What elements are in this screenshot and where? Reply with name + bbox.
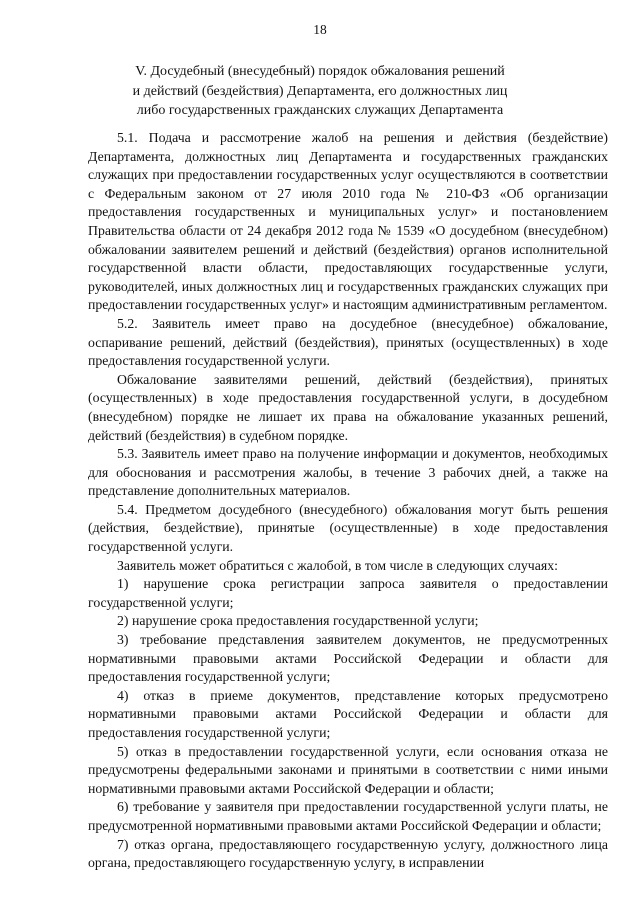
page-number: 18 <box>313 22 327 37</box>
list-item-3: 3) требование представления заявителем документов, не предусмотренных нормативными правовыми актами Российской Федерации и области для предоставления государственной услуги; <box>88 632 608 685</box>
list-item-2: 2) нарушение срока предоставления государственной услуги; <box>117 613 479 629</box>
list-item-5: 5) отказ в предоставлении государственной услуги, если основания отказа не предусмотрены федеральными законами и принятыми в соответствии с ними иными нормативными правовыми актами Российской Федерации и области; <box>88 743 608 796</box>
paragraph-5-1: 5.1. Подача и рассмотрение жалоб на решения и действия (бездействие) Департамента, должностных лиц Департамента и государственных гражданских служащих при предоставлении государственных услуг осуществляются в соответствии с Федеральным законом от 27 июля 2010 года № 210-ФЗ «Об организации предоставления государственных и муниципальных услуг» и постановлением Правительства области от 24 декабря 2012 года № 1539 «О досудебном (внесудебном) обжаловании заявителем решений и действий (бездействия) органов исполнительной государственной власти области, предоставляющих государственные услуги, руководителей, иных должностных лиц и государственных гражданских служащих при предоставлении государственных услуг» и настоящим административным регламентом. <box>88 130 608 313</box>
section-heading-line: и действий (бездействия) Департамента, его должностных лиц <box>132 83 508 99</box>
list-item-7: 7) отказ органа, предоставляющего государственную услугу, должностного лица органа, предоставляющего государственную услугу, в исправлении <box>88 836 608 871</box>
paragraph-5-4: 5.4. Предметом досудебного (внесудебного) обжалования могут быть решения (действия, бездействие), принятые (осуществленные) в ходе предоставления государственной услуги. <box>88 501 608 555</box>
list-item-1: 1) нарушение срока регистрации запроса заявителя о предоставлении государственной услуги; <box>88 576 608 610</box>
section-heading <box>60 62 580 121</box>
paragraph-5-2: 5.2. Заявитель имеет право на досудебное (внесудебное) обжалование, оспаривание решений, действий (бездействия), принятых (осуществленных) в ходе предоставления государственной услуги. <box>88 315 608 369</box>
list-item-4: 4) отказ в приеме документов, представление которых предусмотрено нормативными правовыми актами Российской Федерации и области для предоставления государственной услуги; <box>88 687 608 740</box>
paragraph-appeal-rights: Обжалование заявителями решений, действий (бездействия), принятых (осуществленных) в ходе предоставления государственной услуги, в досудебном (внесудебном) порядке не лишает их права на обжалование указанных решений, действий (бездействия) в судебном порядке. <box>88 371 608 443</box>
list-item-6: 6) требование у заявителя при предоставлении государственной услуги платы, не предусмотренной нормативными правовыми актами Российской Федерации и области; <box>88 799 608 833</box>
paragraph-cases-intro: Заявитель может обратиться с жалобой, в том числе в следующих случаях: <box>117 557 558 573</box>
section-heading-line: либо государственных гражданских служащих Департамента <box>136 103 504 118</box>
section-heading-line: V. Досудебный (внесудебный) порядок обжалования решений <box>135 64 505 79</box>
paragraph-5-3: 5.3. Заявитель имеет право на получение информации и документов, необходимых для обоснования и рассмотрения жалобы, в течение 3 рабочих дней, а также на представление дополнительных материалов. <box>88 446 608 499</box>
document-body <box>88 129 608 873</box>
